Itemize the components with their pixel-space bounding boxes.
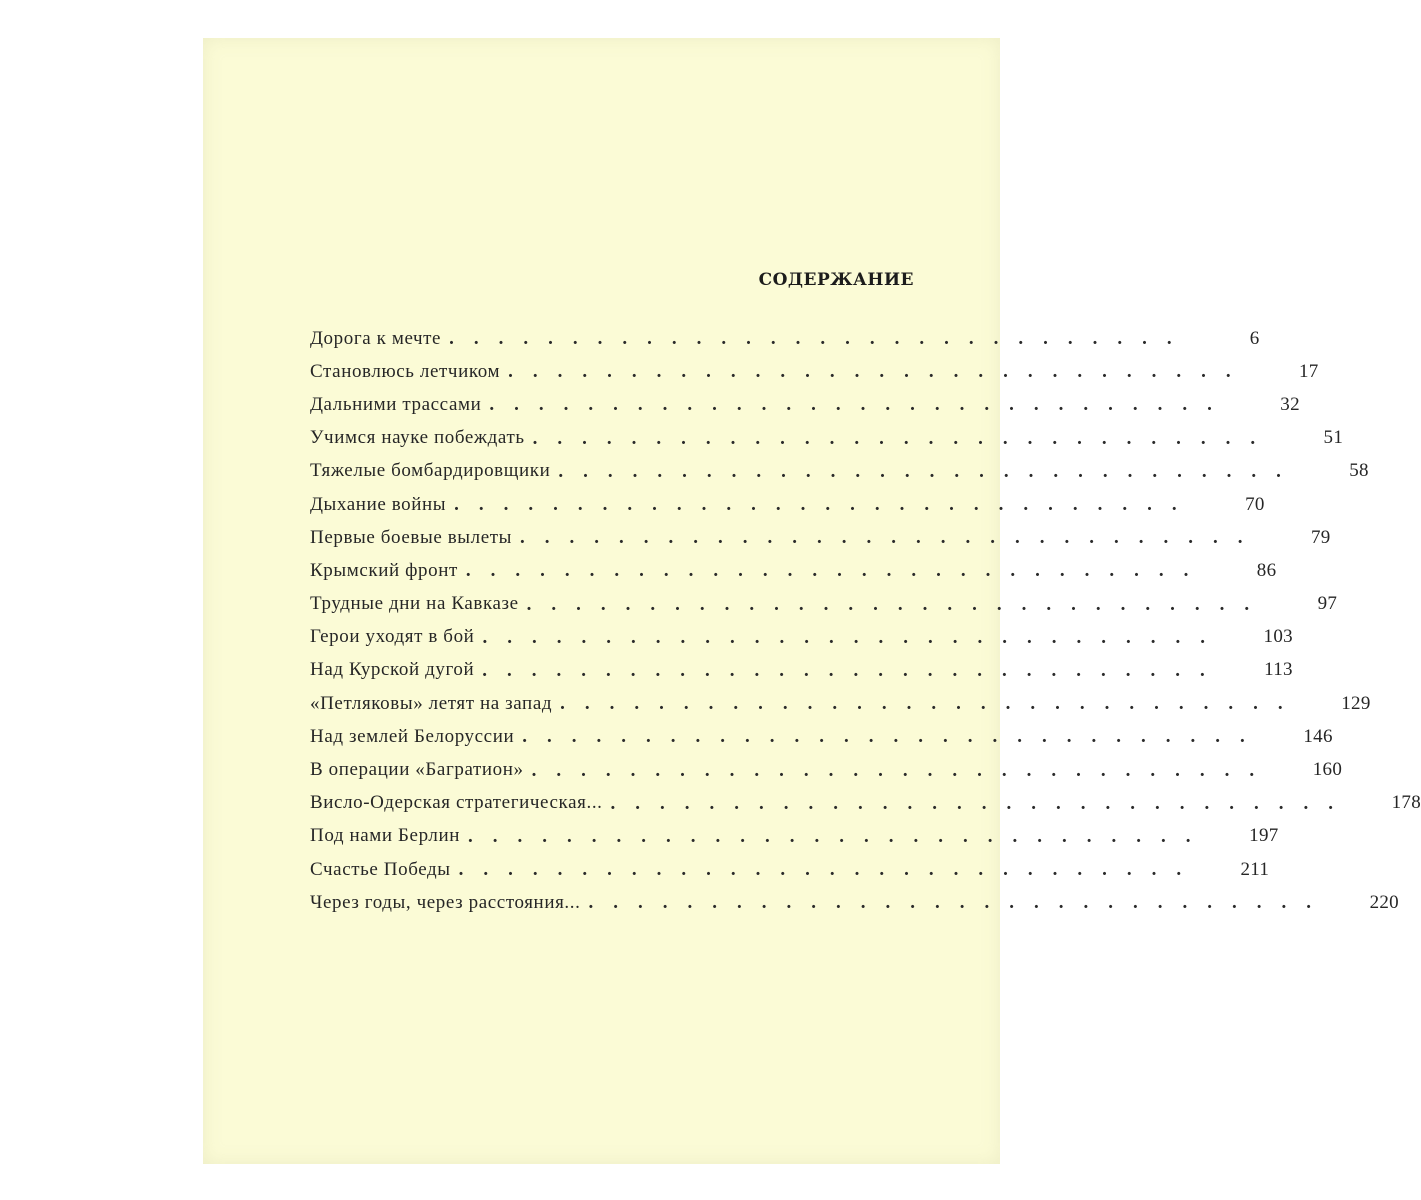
toc-entry-title: Трудные дни на Кавказе	[310, 593, 519, 615]
dot-leader: ..............................	[508, 361, 1251, 383]
toc-entry-page: 146	[1303, 725, 1333, 747]
toc-entry-title: Первые боевые вылеты	[310, 526, 513, 548]
toc-entry	[310, 521, 1331, 554]
toc-entry-title: Над Курской дугой	[310, 659, 475, 681]
toc-entry-title: Счастье Победы	[310, 858, 451, 880]
dot-leader: ..............................	[468, 825, 1211, 847]
dot-leader: ..............................	[454, 494, 1197, 516]
dot-leader: ..............................	[489, 394, 1232, 416]
toc-entry-title: Становлюсь летчиком	[310, 360, 501, 382]
toc-entry-page: 113	[1264, 659, 1293, 681]
toc-entry-page: 197	[1249, 825, 1279, 847]
toc-entry-title: В операции «Багратион»	[310, 759, 524, 781]
dot-leader: ..............................	[522, 726, 1265, 748]
toc-entry-title: Над землей Белоруссии	[310, 725, 515, 747]
toc-entry-page: 51	[1323, 427, 1344, 449]
toc-entry	[310, 388, 1300, 421]
dot-leader: ..............................	[458, 859, 1202, 881]
toc-entry-title: Через годы, через расстояния...	[310, 891, 581, 913]
toc-entry-title: Учимся науке побеждать	[310, 427, 525, 449]
toc-entry	[310, 753, 1343, 786]
toc-entry-page: 70	[1245, 493, 1265, 515]
toc-entry-page: 86	[1256, 559, 1277, 581]
dot-leader: ..............................	[465, 560, 1209, 582]
toc-entry	[310, 720, 1333, 753]
dot-leader: ..............................	[532, 427, 1276, 449]
dot-leader: ..............................	[520, 527, 1263, 549]
toc-entry	[310, 422, 1344, 455]
dot-leader: ..............................	[560, 693, 1303, 715]
toc-entry-page: 103	[1263, 626, 1293, 648]
toc-heading: СОДЕРЖАНИЕ	[758, 270, 914, 290]
dot-leader: ..............................	[526, 593, 1270, 615]
toc-entry-page: 6	[1249, 327, 1260, 349]
toc-entry	[310, 654, 1293, 687]
toc-entry-title: Тяжелые бомбардировщики	[310, 460, 551, 482]
toc-entry-page: 79	[1310, 526, 1331, 548]
toc-entry-title: «Петляковы» летят на запад	[310, 692, 553, 714]
toc-entry-page: 211	[1240, 858, 1270, 880]
toc-entry-page: 220	[1369, 891, 1399, 913]
dot-leader: ..............................	[531, 759, 1275, 781]
toc-entry	[310, 554, 1277, 587]
dot-leader: ..............................	[482, 626, 1225, 648]
toc-entry	[310, 820, 1279, 853]
toc-entry	[310, 355, 1319, 388]
dot-leader: ..............................	[558, 460, 1301, 482]
dot-leader: ..............................	[482, 659, 1225, 681]
toc-entry	[310, 787, 1421, 820]
toc-entry-page: 160	[1312, 759, 1343, 781]
toc-entry-title: Крымский фронт	[310, 559, 458, 581]
dot-leader: ..............................	[610, 792, 1354, 814]
toc-entry	[310, 687, 1371, 720]
toc-entry	[310, 455, 1369, 488]
dot-leader: ..............................	[449, 328, 1192, 350]
toc-entry	[310, 886, 1399, 919]
toc-entry-title: Дорога к мечте	[310, 327, 442, 349]
toc-entry-title: Висло-Одерская стратегическая...	[310, 792, 603, 814]
toc-entry	[310, 588, 1338, 621]
toc-entry-page: 178	[1391, 792, 1421, 814]
toc-entry-title: Под нами Берлин	[310, 825, 461, 847]
toc-entry-title: Герои уходят в бой	[310, 626, 475, 648]
toc-entry-page: 32	[1280, 393, 1300, 415]
toc-entry-title: Дыхание войны	[310, 493, 447, 515]
toc-entry-page: 129	[1341, 692, 1371, 714]
dot-leader: ..............................	[588, 892, 1331, 914]
toc-entry-title: Дальними трассами	[310, 393, 482, 415]
toc-entry	[310, 853, 1270, 886]
toc-entry	[310, 488, 1265, 521]
toc-entry-page: 58	[1349, 460, 1369, 482]
toc-entry	[310, 322, 1260, 355]
toc-entry-page: 97	[1317, 593, 1338, 615]
toc-entry	[310, 621, 1293, 654]
toc-list	[310, 322, 1421, 919]
toc-entry-page: 17	[1298, 360, 1319, 382]
